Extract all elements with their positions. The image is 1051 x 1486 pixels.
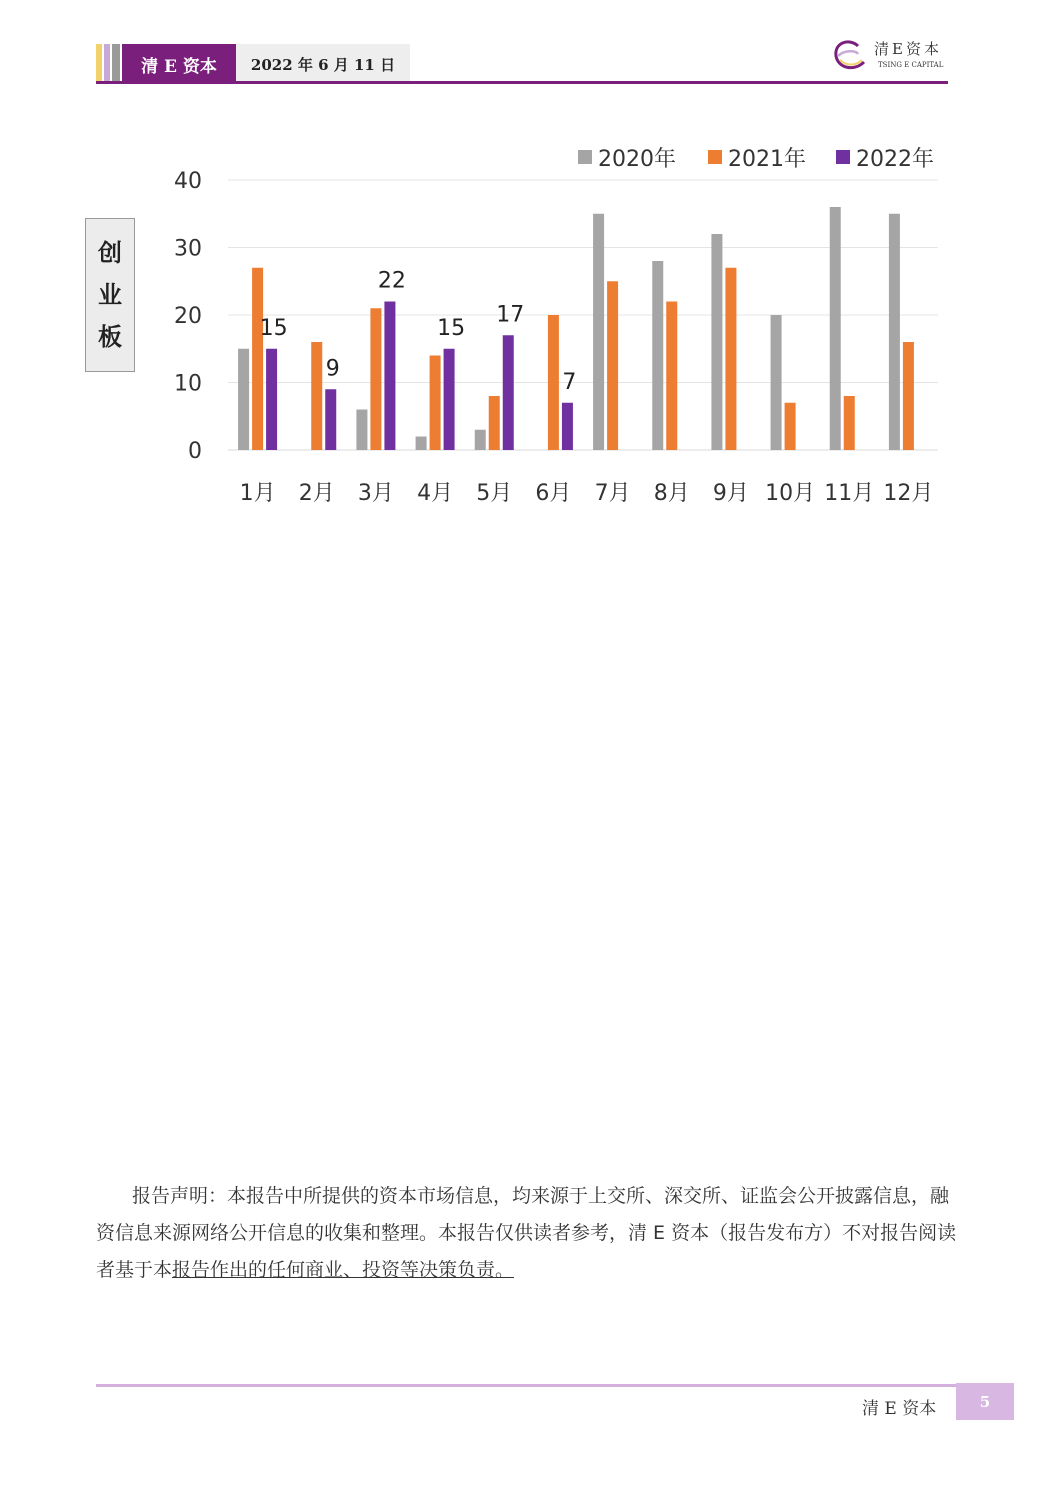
bar-2021年-4月: [430, 356, 441, 451]
legend-swatch: [578, 150, 592, 164]
bar-2021年-3月: [370, 308, 381, 450]
bar-2021年-7月: [607, 281, 618, 450]
legend-label: 2022年: [856, 147, 934, 172]
legend-swatch: [708, 150, 722, 164]
bar-2020年-11月: [830, 207, 841, 450]
bar-2022年-6月: [562, 403, 573, 450]
bar-2020年-5月: [475, 430, 486, 450]
data-label: 17: [496, 302, 525, 328]
bar-2020年-3月: [356, 410, 367, 451]
bar-2021年-6月: [548, 315, 559, 450]
bar-2021年-12月: [903, 342, 914, 450]
data-label: 15: [259, 315, 288, 341]
data-label: 22: [377, 268, 406, 294]
bar-chart: [0, 0, 1051, 540]
x-tick-label: 2月: [298, 481, 335, 506]
bar-2022年-5月: [503, 335, 514, 450]
x-tick-label: 4月: [417, 481, 454, 506]
bar-2021年-1月: [252, 268, 263, 450]
bar-2022年-1月: [266, 349, 277, 450]
logo-chinese: 清E资本: [874, 40, 942, 58]
bar-2022年-2月: [325, 389, 336, 450]
x-tick-label: 1月: [239, 481, 276, 506]
bar-2020年-12月: [889, 214, 900, 450]
data-label: 9: [325, 356, 340, 382]
data-label: 15: [437, 315, 466, 341]
legend-label: 2021年: [728, 147, 806, 172]
bar-2021年-10月: [785, 403, 796, 450]
bar-2020年-8月: [652, 261, 663, 450]
bar-2021年-2月: [311, 342, 322, 450]
bar-2020年-10月: [771, 315, 782, 450]
disclaimer-underlined-text: 报告作出的任何商业、投资等决策负责。: [172, 1259, 515, 1281]
x-tick-label: 5月: [476, 481, 513, 506]
footer-rule: [96, 1384, 958, 1387]
bar-2020年-4月: [416, 437, 427, 451]
bar-2021年-8月: [666, 302, 677, 451]
x-tick-label: 10月: [765, 481, 816, 506]
header-date: 2022 年 6 月 11 日: [236, 44, 410, 84]
bar-2021年-9月: [725, 268, 736, 450]
header-brand: 清 E 资本: [122, 44, 236, 84]
y-tick-label: 30: [174, 236, 202, 262]
disclaimer-text: 报告声明：本报告中所提供的资本市场信息，均来源于上交所、深交所、证监会公开披露信息，融资信息来源网络公开信息的收集和整理。本报告仅供读者参考，清 E 资本（报告发布方）不对报告阅读者基于本: [96, 1185, 957, 1281]
legend-swatch: [836, 150, 850, 164]
bar-2020年-1月: [238, 349, 249, 450]
report-disclaimer: [96, 1178, 958, 1289]
x-tick-label: 12月: [883, 481, 934, 506]
x-tick-label: 6月: [535, 481, 572, 506]
logo-english: TSING E CAPITAL: [878, 61, 944, 69]
bar-2020年-7月: [593, 214, 604, 450]
bar-2022年-4月: [444, 349, 455, 450]
y-tick-label: 20: [174, 304, 202, 329]
board-label-char: 板: [98, 323, 122, 351]
footer-brand: 清 E 资本: [862, 1399, 937, 1419]
x-tick-label: 7月: [594, 481, 631, 506]
page-number: 5: [956, 1383, 1014, 1420]
x-tick-label: 8月: [653, 481, 690, 506]
y-tick-label: 40: [174, 169, 202, 194]
data-label: 7: [562, 369, 577, 395]
y-tick-label: 0: [188, 439, 202, 464]
bar-2022年-3月: [384, 302, 395, 451]
legend-label: 2020年: [598, 147, 676, 172]
x-tick-label: 11月: [824, 481, 875, 506]
bar-2021年-5月: [489, 396, 500, 450]
bar-2021年-11月: [844, 396, 855, 450]
x-tick-label: 9月: [712, 481, 749, 506]
bar-2020年-9月: [711, 234, 722, 450]
y-tick-label: 10: [174, 371, 202, 397]
board-label-char: 业: [98, 281, 122, 309]
board-label-char: 创: [98, 239, 122, 267]
x-tick-label: 3月: [357, 481, 394, 506]
